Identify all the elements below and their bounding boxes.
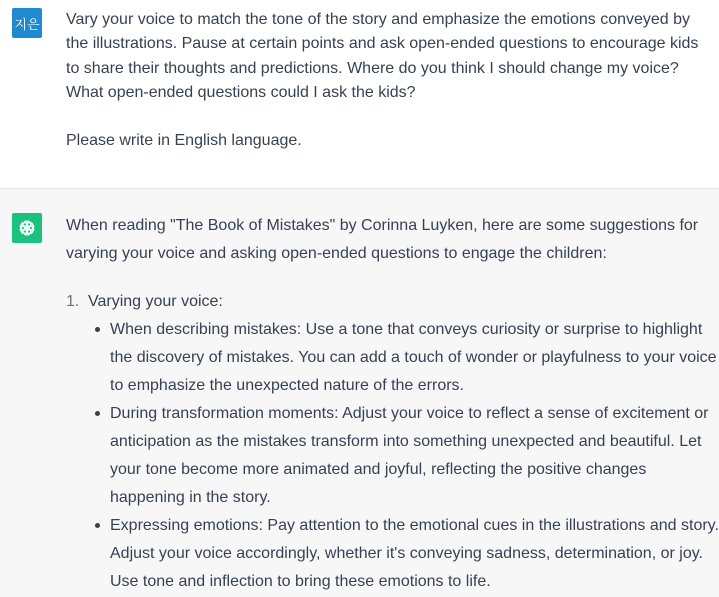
bullet-list: [88, 316, 719, 596]
bullet-text: Expressing emotions: Pay attention to the emotional cues in the illustrations and story. Adjust your voice accordingly, whether it's conveying sadness, determination, or joy. Use tone and inflection to bring these emotions to life.: [110, 517, 719, 590]
bullet-icon: [95, 327, 100, 332]
assistant-avatar: [12, 213, 42, 243]
user-avatar-label: 지은: [14, 16, 40, 32]
bullet-item: [88, 400, 719, 512]
bullet-icon: [95, 523, 100, 528]
user-paragraph: Please write in English language.: [66, 132, 302, 150]
user-message: [0, 0, 719, 189]
assistant-ordered-list: [66, 288, 719, 596]
bullet-text: When describing mistakes: Use a tone that conveys curiosity or surprise to highlight the discovery of mistakes. You can add a touch of wonder or playfulness to your voice to emphasize the unexpected nature of the errors.: [110, 321, 717, 394]
assistant-message: [0, 189, 719, 597]
list-item: [66, 288, 719, 596]
bullet-item: [88, 316, 719, 400]
user-paragraph: Vary your voice to match the tone of the story and emphasize the emotions conveyed by the illustrations. Pause at certain points and ask open-ended questions to encourage kids to share their thoughts and predictions. Where do you think I should change my voice? What open-ended questions could I ask the kids?: [66, 11, 699, 101]
chatgpt-logo-icon: [17, 218, 37, 238]
bullet-item: [88, 512, 719, 596]
list-item-number: 1.: [66, 293, 80, 310]
bullet-text: During transformation moments: Adjust your voice to reflect a sense of excitement or anticipation as the mistakes transform into something unexpected and beautiful. Let your tone become more animated and joyful, reflecting the positive changes happening in the story.: [110, 405, 709, 506]
assistant-intro: When reading "The Book of Mistakes" by Corinna Luyken, here are some suggestions for varying your voice and asking open-ended questions to engage the children:: [66, 217, 699, 262]
user-avatar: [12, 8, 42, 38]
user-message-text[interactable]: [66, 8, 716, 153]
list-item-title: Varying your voice:: [88, 293, 223, 310]
bullet-icon: [95, 411, 100, 416]
